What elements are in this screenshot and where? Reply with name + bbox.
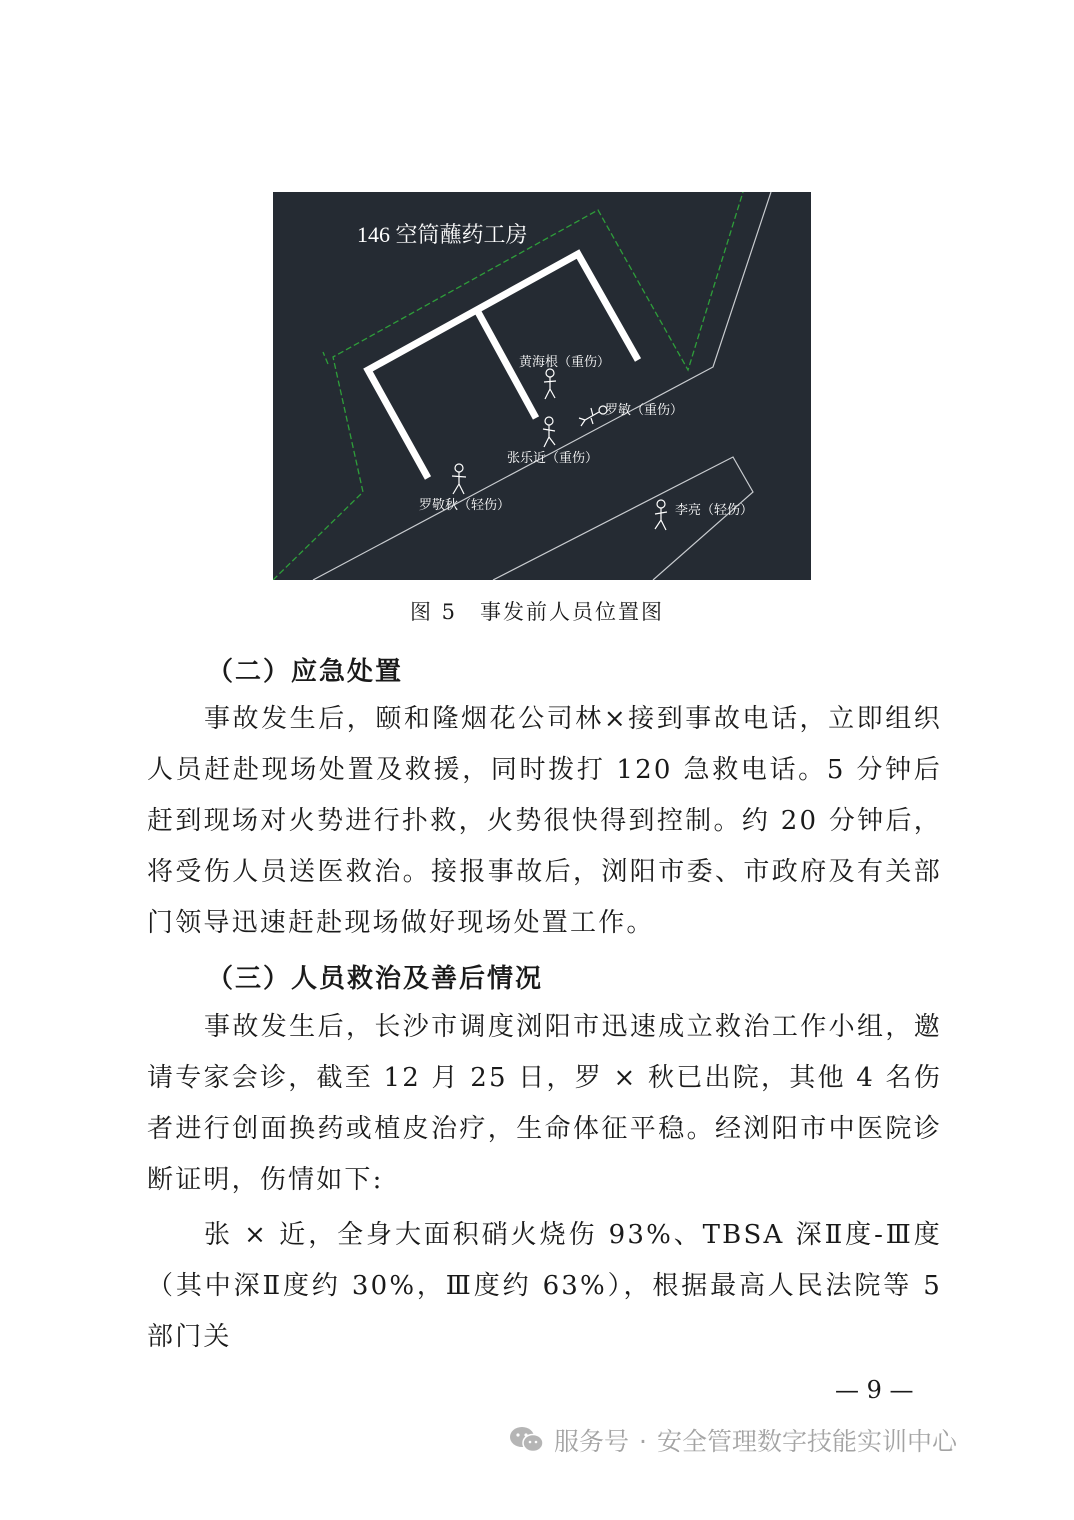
building-label: 146 空筒蘸药工房 [357, 222, 528, 247]
person-figure [543, 417, 555, 447]
person-figure [579, 406, 607, 426]
person-figure [452, 464, 466, 494]
person-label: 张乐近（重伤） [507, 451, 599, 466]
person-figure [655, 500, 667, 530]
person-figure [544, 369, 556, 399]
boundary-line-outer [273, 192, 743, 580]
section-heading-treatment: （三）人员救治及善后情况 [207, 964, 544, 994]
boundary-line-inner [323, 352, 328, 364]
road-line-upper [313, 192, 771, 580]
watermark [508, 1422, 957, 1458]
paragraph-treatment: 事故发生后，长沙市调度浏阳市迅速成立救治工作小组，邀请专家会诊，截至 12 月 25 日，罗 × 秋已出院，其他 4 名伤者进行创面换药或植皮治疗，生命体征平稳。经浏阳市中医院诊断证明，伤情如下: [147, 1012, 942, 1195]
paragraph-emergency: 事故发生后，颐和隆烟花公司林×接到事故电话，立即组织人员赶赴现场处置及救援，同时拨打 120 急救电话。5 分钟后赶到现场对火势进行扑救，火势很快得到控制。约 20 分钟后，将受伤人员送医救治。接报事故后，浏阳市委、市政府及有关部门领导迅速赶赴现场做好现场处置工作。 [147, 704, 942, 938]
watermark-prefix: 服务号 [554, 1427, 630, 1456]
person-label: 罗敬秋（轻伤） [419, 498, 511, 513]
person-label: 黄海根（重伤） [519, 355, 611, 370]
wechat-icon [508, 1425, 546, 1455]
section-heading-emergency: （二）应急处置 [207, 657, 404, 687]
figure-caption: 图 5 事发前人员位置图 [409, 600, 665, 624]
person-label: 李亮（轻伤） [675, 503, 754, 518]
person-label: 罗敏（重伤） [605, 403, 684, 418]
watermark-separator: · [639, 1427, 647, 1456]
watermark-text [554, 1422, 957, 1458]
paragraph-injury: 张 × 近，全身大面积硝火烧伤 93%、TBSA 深Ⅱ度-Ⅲ度（其中深Ⅱ度约 30%，Ⅲ度约 63%），根据最高人民法院等 5 部门关 [147, 1220, 942, 1352]
accident-position-diagram [273, 192, 811, 580]
page-number: — 9 — [835, 1376, 914, 1404]
watermark-name: 安全管理数字技能实训中心 [656, 1427, 957, 1456]
diagram-svg [273, 192, 811, 580]
road-line-lower [493, 457, 753, 580]
